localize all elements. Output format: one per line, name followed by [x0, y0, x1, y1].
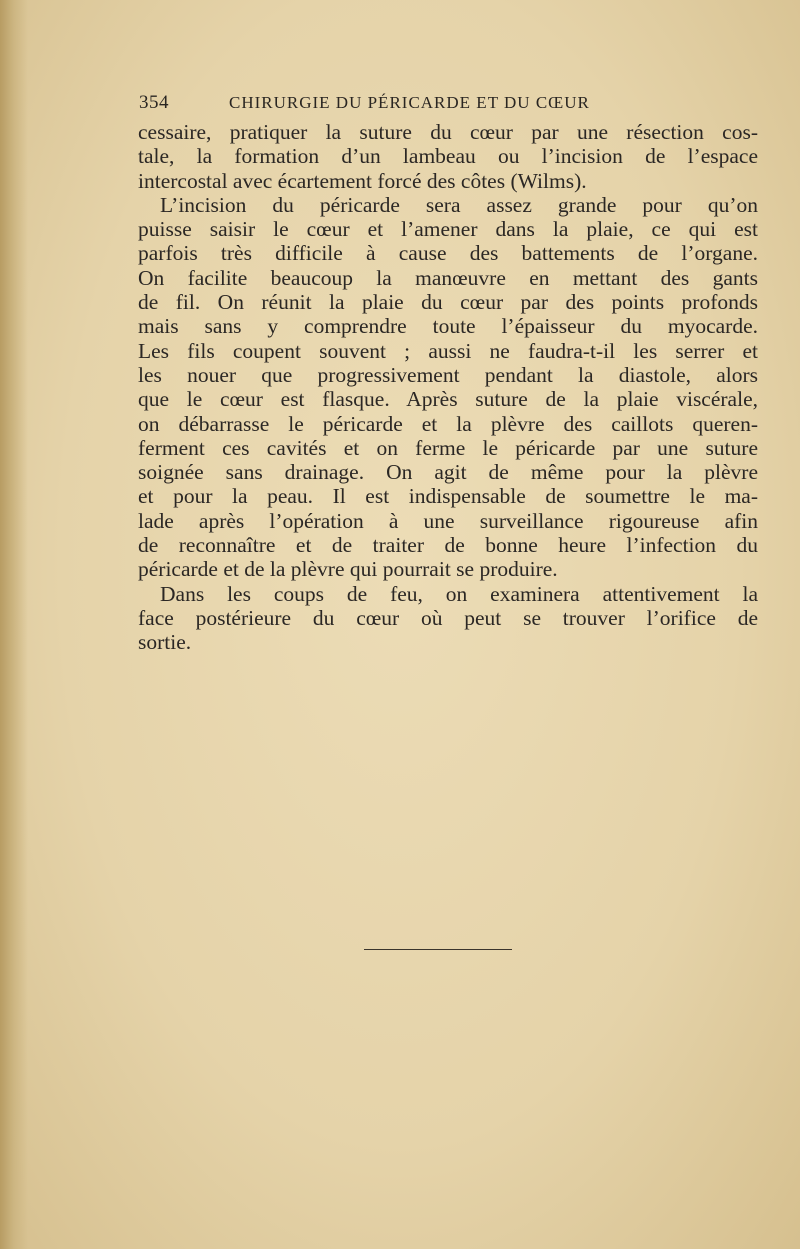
page-gutter-shadow: [0, 0, 28, 1249]
text-line: et pour la peau. Il est indispensable de soumettre le ma-: [138, 484, 758, 509]
text-line: lade après l’opération à une surveillance rigoureuse afin: [138, 508, 758, 533]
text-line: parfois très difficile à cause des battements de l’organe.: [138, 241, 758, 266]
text-line: que le cœur est flasque. Après suture de la plaie viscérale,: [138, 387, 758, 412]
text-line: cessaire, pratiquer la suture du cœur par une résection cos-: [138, 120, 758, 144]
text-line: L’incision du péricarde sera assez grande pour qu’on: [160, 192, 758, 217]
text-line: péricarde et de la plèvre qui pourrait se produire.: [138, 557, 558, 582]
page-header: [139, 92, 659, 116]
text-line: puisse saisir le cœur et l’amener dans la plaie, ce qui est: [138, 217, 758, 242]
page-number: 354: [139, 92, 169, 113]
text-line: on débarrasse le péricarde et la plèvre des caillots queren-: [138, 411, 758, 436]
text-line: Dans les coups de feu, on examinera attentivement la: [160, 581, 758, 606]
text-line: face postérieure du cœur où peut se trouver l’orifice de: [138, 605, 758, 630]
text-line: intercostal avec écartement forcé des côtes (Wilms).: [138, 168, 587, 193]
running-title: CHIRURGIE DU PÉRICARDE ET DU CŒUR: [229, 93, 590, 112]
text-line: de fil. On réunit la plaie du cœur par des points profonds: [138, 290, 758, 315]
text-line: les nouer que progressivement pendant la diastole, alors: [138, 362, 758, 387]
body-text: [138, 120, 758, 655]
text-line: de reconnaître et de traiter de bonne heure l’infection du: [138, 533, 758, 558]
text-line: tale, la formation d’un lambeau ou l’incision de l’espace: [138, 144, 758, 169]
text-line: sortie.: [138, 630, 192, 655]
text-line: soignée sans drainage. On agit de même pour la plèvre: [138, 460, 758, 485]
text-line: ferment ces cavités et on ferme le péricarde par une suture: [138, 435, 758, 460]
text-line: Les fils coupent souvent ; aussi ne faudra-t-il les serrer et: [138, 338, 758, 363]
text-line: mais sans y comprendre toute l’épaisseur du myocarde.: [138, 314, 758, 339]
text-line: On facilite beaucoup la manœuvre en mettant des gants: [138, 265, 758, 290]
section-end-rule: [364, 949, 512, 950]
